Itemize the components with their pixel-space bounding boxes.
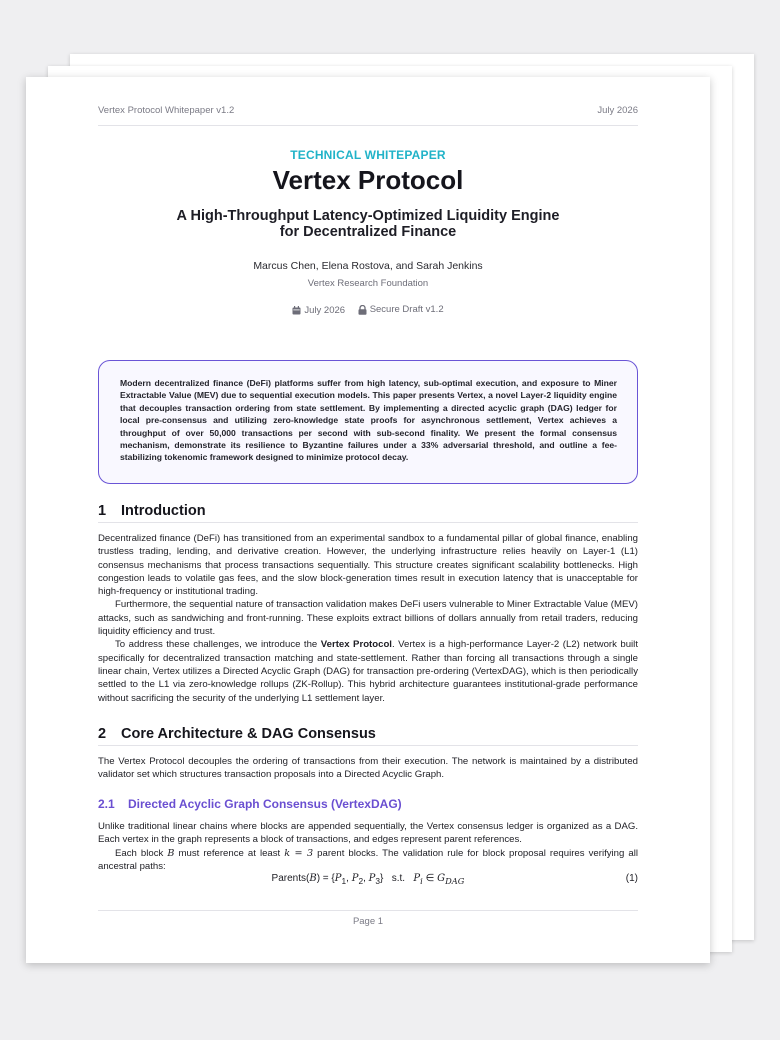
equation-1 [98, 873, 638, 887]
eq-sub: i [420, 876, 423, 886]
paragraph [98, 847, 638, 874]
subsection-title: Directed Acyclic Graph Consensus (VertexDAG) [128, 797, 402, 811]
math-var-b: B [167, 847, 175, 859]
eq-var: P [334, 873, 342, 884]
document-title: Vertex Protocol [272, 165, 464, 195]
paragraph: Unlike traditional linear chains where blocks are appended sequentially, the Vertex consensus ledger is organized as a DAG. Each vertex in the graph represents a block of transactions, and edges represent parent references. [98, 821, 638, 846]
page-footer [98, 910, 638, 927]
introduction-body [98, 532, 638, 705]
core-architecture-body [98, 755, 638, 782]
section-number: 1 [98, 503, 107, 519]
meta-date [292, 305, 345, 316]
lock-icon [358, 305, 367, 315]
text-run: parent blocks. The validation rule for block proposal requires verifying all ancestral paths: [98, 847, 638, 872]
eq-text: ) = { [316, 873, 335, 884]
text-run: To address these challenges, we introduce the [115, 639, 321, 651]
section-title: Core Architecture & DAG Consensus [121, 726, 376, 742]
paragraph [98, 638, 638, 704]
eq-var: B [309, 873, 317, 884]
document-meta [98, 304, 638, 318]
protocol-name-bold: Vertex Protocol [320, 639, 392, 651]
affiliation: Vertex Research Foundation [307, 278, 429, 289]
header-doc-title: Vertex Protocol Whitepaper v1.2 [98, 105, 235, 116]
section-heading-core-architecture [98, 726, 638, 746]
header-date: July 2026 [597, 105, 638, 116]
eq-sub: 1 [341, 876, 347, 886]
eq-text: Parents( [271, 873, 310, 884]
eq-text: s.t. [391, 873, 406, 884]
eq-sub: 3 [375, 876, 381, 886]
eq-var: P [413, 873, 421, 884]
page-number: Page 1 [352, 916, 384, 927]
subsection-heading-vertexdag [98, 797, 638, 811]
equation-number: (1) [625, 873, 638, 884]
text-run: must reference at least [174, 847, 285, 859]
subtitle-line-2: for Decentralized Finance [279, 224, 457, 240]
paragraph: The Vertex Protocol decouples the ordering of transactions from their execution. The network is maintained by a distributed validator set which structures transaction proposals into a Directed Acyclic Graph. [98, 756, 638, 781]
eq-sub: DAG [445, 876, 465, 886]
meta-date-text: July 2026 [304, 304, 346, 316]
meta-status-text: Secure Draft v1.2 [369, 304, 444, 315]
text-run: . Vertex is a high-performance Layer-2 (L2) network built specifically for decentralized transaction matching and state-settlement. Rather than forcing all transactions through a single linear chain, Vertex utilizes a Directed Acyclic Graph (DAG) for transaction pre-ordering (VertexDAG), which is then periodically settled to the L1 via zero-knowledge rollups (ZK-Rollup). This hybrid architecture guarantees institutional-grade performance without sacrificing the security of the underlying L1 settlement layer. [98, 639, 638, 704]
equation-expression: Parents(B) = {$P_1$, $P_2$, $P_3$} s.t. $P_i$ ∈ $G_{DAG}$ [271, 873, 465, 886]
subsection-number: 2.1 [98, 797, 115, 811]
math-var-k: k = 3 [284, 847, 314, 859]
paragraph: Decentralized finance (DeFi) has transitioned from an experimental sandbox to a fundamental pillar of global finance, enabling trustless trading, lending, and derivative creation. However, the underlying infrastructure relies heavily on Layer-1 (L1) consensus mechanisms that process transactions sequentially. This structure creates significant scalability bottlenecks. High congestion leads to volatile gas fees, and the slow block-generation times result in execution latency that is unacceptable for high-frequency or institutional trading. [98, 533, 638, 598]
vertexdag-body [98, 820, 638, 873]
document-page [26, 77, 710, 963]
section-heading-introduction [98, 503, 638, 523]
author-list: Marcus Chen, Elena Rostova, and Sarah Jenkins [253, 260, 483, 272]
eq-sub: 2 [358, 876, 364, 886]
eq-var: G [437, 873, 446, 884]
section-number: 2 [98, 726, 107, 742]
meta-status [358, 304, 444, 315]
abstract-box [98, 360, 638, 484]
eq-var: P [351, 873, 359, 884]
eq-var: P [368, 873, 376, 884]
running-header [98, 105, 638, 126]
document-kicker: TECHNICAL WHITEPAPER [290, 148, 446, 162]
document-subtitle [98, 208, 638, 240]
text-run: Each block [115, 847, 168, 859]
eq-text: } [380, 873, 384, 884]
paragraph: Furthermore, the sequential nature of transaction validation makes DeFi users vulnerable to Miner Extractable Value (MEV) attacks, such as sandwiching and front-running. These exploits extract billions of dollars annually from retail traders, reducing liquidity efficiency and trust. [98, 599, 638, 638]
section-title: Introduction [121, 503, 206, 519]
eq-symbol: ∈ [425, 873, 435, 884]
calendar-icon [292, 306, 301, 315]
subtitle-line-1: A High-Throughput Latency-Optimized Liquidity Engine [176, 208, 560, 224]
abstract-text: Modern decentralized finance (DeFi) platforms suffer from high latency, sub-optimal execution, and exposure to Miner Extractable Value (MEV) due to sequential execution models. This paper presents Vertex, a novel Layer-2 liquidity engine that decouples transaction ordering from state settlement. By implementing a directed acyclic graph (DAG) ledger for local pre-consensus and utilizing zero-knowledge state proofs for asynchronous settlement, Vertex achieves a throughput of over 50,000 transactions per second with sub-second finality. We present the formal consensus mechanism, demonstrate its resilience to Byzantine failures under a 33% adversarial threshold, and outline a fee-stabilizing tokenomic framework designed to minimize protocol decay. [120, 378, 617, 463]
